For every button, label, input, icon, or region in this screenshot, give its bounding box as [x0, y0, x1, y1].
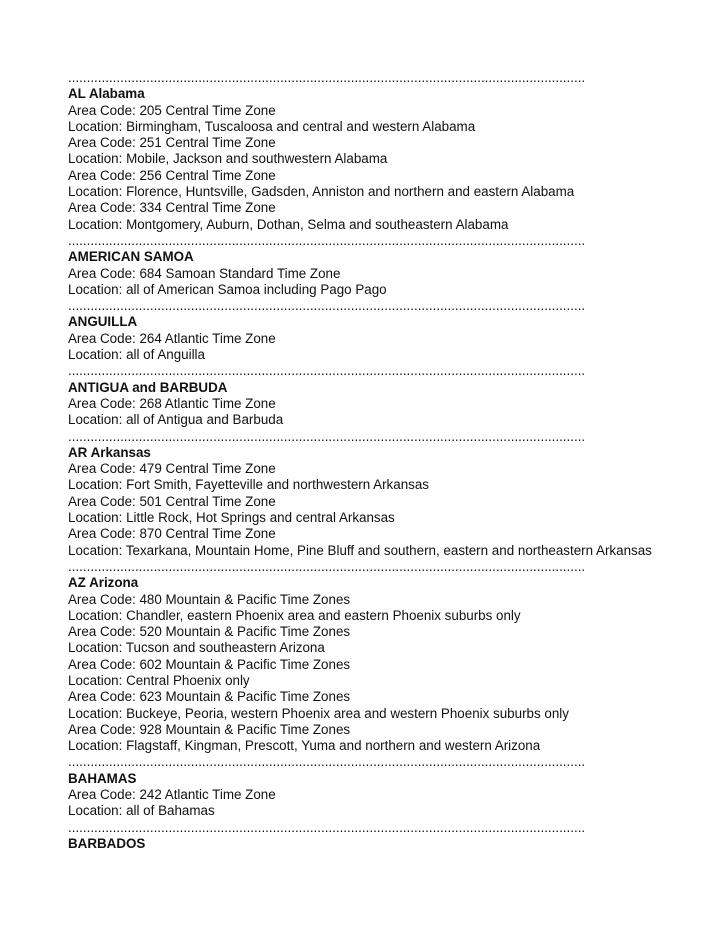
area-code-line: Area Code: 520 Mountain & Pacific Time Zones: [68, 624, 351, 640]
document-body: [68, 70, 668, 852]
dotted-separator: ...........................................................................................................................................: [68, 363, 586, 379]
location-line: Location: all of Anguilla: [68, 347, 205, 363]
area-code-line: Area Code: 256 Central Time Zone: [68, 167, 276, 183]
location-line: Location: all of American Samoa including Pago Pago: [68, 281, 387, 297]
location-line: Location: all of Bahamas: [68, 803, 215, 819]
area-code-line: Area Code: 479 Central Time Zone: [68, 461, 276, 477]
location-line: Location: Texarkana, Mountain Home, Pine Bluff and southern, eastern and northeastern Arkansas: [68, 542, 652, 558]
area-code-line: Area Code: 623 Mountain & Pacific Time Zones: [68, 689, 351, 705]
section-heading: AL Alabama: [68, 86, 145, 102]
area-code-line: Area Code: 870 Central Time Zone: [68, 526, 276, 542]
area-code-line: Area Code: 242 Atlantic Time Zone: [68, 787, 276, 803]
section-heading: ANTIGUA and BARBUDA: [68, 379, 228, 395]
location-line: Location: Tucson and southeastern Arizona: [68, 640, 325, 656]
dotted-separator: ...........................................................................................................................................: [68, 428, 586, 444]
dotted-separator: ...........................................................................................................................................: [68, 558, 586, 574]
location-line: Location: Flagstaff, Kingman, Prescott, Yuma and northern and western Arizona: [68, 738, 541, 754]
area-code-line: Area Code: 264 Atlantic Time Zone: [68, 330, 276, 346]
section-heading: BAHAMAS: [68, 770, 137, 786]
section-heading: ANGUILLA: [68, 314, 138, 330]
location-line: Location: Chandler, eastern Phoenix area and eastern Phoenix suburbs only: [68, 607, 521, 623]
area-code-line: Area Code: 251 Central Time Zone: [68, 135, 276, 151]
location-line: Location: Fort Smith, Fayetteville and northwestern Arkansas: [68, 477, 429, 493]
dotted-separator: ...........................................................................................................................................: [68, 232, 586, 248]
location-line: Location: Mobile, Jackson and southwestern Alabama: [68, 151, 388, 167]
dotted-separator: ...........................................................................................................................................: [68, 754, 586, 770]
location-line: Location: Central Phoenix only: [68, 672, 250, 688]
area-code-line: Area Code: 268 Atlantic Time Zone: [68, 395, 276, 411]
location-line: Location: Little Rock, Hot Springs and central Arkansas: [68, 510, 395, 526]
location-line: Location: Birmingham, Tuscaloosa and central and western Alabama: [68, 118, 476, 134]
area-code-line: Area Code: 928 Mountain & Pacific Time Zones: [68, 721, 351, 737]
area-code-line: Area Code: 480 Mountain & Pacific Time Zones: [68, 591, 351, 607]
area-code-line: Area Code: 334 Central Time Zone: [68, 200, 276, 216]
location-line: Location: all of Antigua and Barbuda: [68, 412, 284, 428]
section-heading: AMERICAN SAMOA: [68, 249, 194, 265]
section-heading: AR Arkansas: [68, 444, 151, 460]
dotted-separator: ...........................................................................................................................................: [68, 298, 586, 314]
section-heading: BARBADOS: [68, 835, 146, 851]
area-code-line: Area Code: 501 Central Time Zone: [68, 493, 276, 509]
area-code-line: Area Code: 684 Samoan Standard Time Zone: [68, 265, 341, 281]
area-code-line: Area Code: 205 Central Time Zone: [68, 102, 276, 118]
section-heading: AZ Arizona: [68, 575, 139, 591]
area-code-line: Area Code: 602 Mountain & Pacific Time Zones: [68, 656, 351, 672]
location-line: Location: Montgomery, Auburn, Dothan, Selma and southeastern Alabama: [68, 216, 509, 232]
dotted-separator: ...........................................................................................................................................: [68, 70, 586, 85]
location-line: Location: Florence, Huntsville, Gadsden, Anniston and northern and eastern Alabama: [68, 184, 575, 200]
dotted-separator: ...........................................................................................................................................: [68, 819, 586, 835]
location-line: Location: Buckeye, Peoria, western Phoenix area and western Phoenix suburbs only: [68, 705, 569, 721]
